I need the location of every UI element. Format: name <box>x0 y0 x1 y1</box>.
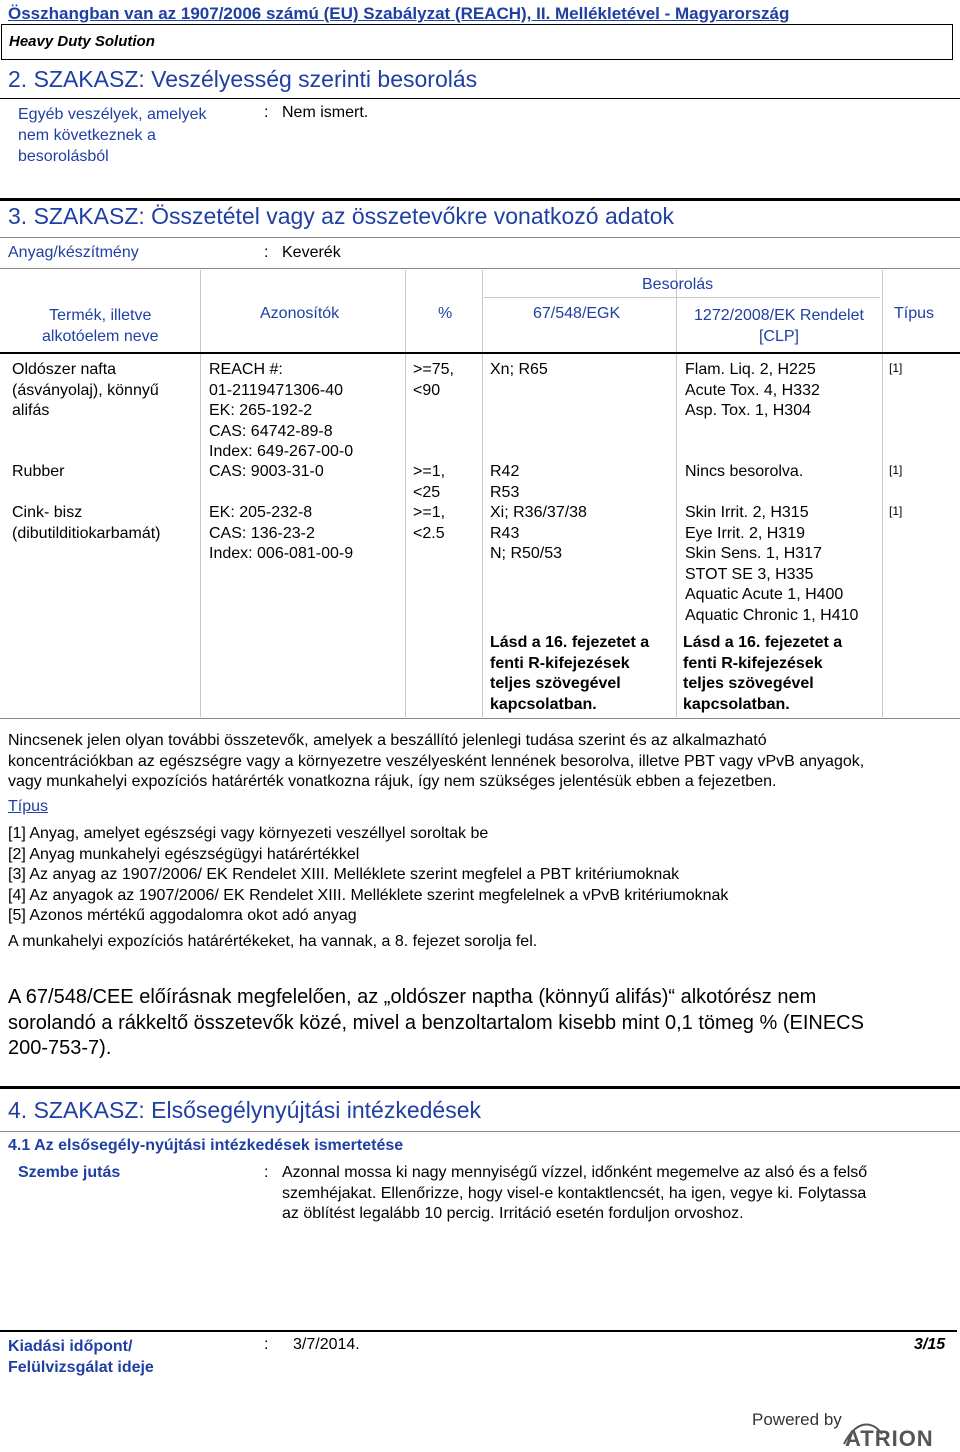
other-hazards-label: Egyéb veszélyek, amelyek nem következnek a besorolásból <box>18 106 207 165</box>
row2-ids: CAS: 9003-31-0 <box>209 463 324 480</box>
product-box <box>1 24 953 60</box>
header-dsd: 67/548/EGK <box>533 305 621 322</box>
row2-clp: Nincs besorolva. <box>685 463 804 480</box>
product-name: Heavy Duty Solution <box>9 33 155 50</box>
section2-rule <box>0 98 960 99</box>
atrion-brand: ATRION <box>845 1426 934 1451</box>
page-number: 3/15 <box>914 1336 946 1353</box>
col-divider <box>405 270 406 717</box>
row2-pct: >=1, <25 <box>413 463 446 501</box>
header-type: Típus <box>894 305 935 322</box>
table-bottom-rule <box>0 718 960 719</box>
row1-clp: Flam. Liq. 2, H225 Acute Tox. 4, H332 Asp. Tox. 1, H304 <box>685 361 820 419</box>
type-legend: [1] Anyag, amelyet egészségi vagy környezeti veszéllyel soroltak be [2] Anyag munkahelyi egészségügyi határértékkel [3] Az anyag az 1907/2006/ EK Rendelet XIII. Melléklete szerint megfelel a PBT kritériumoknak [4] Az anyagok az 1907/2006/ EK Rendelet XIII. Melléklete szerint megfelelnek a vPvB kritériumoknak [5] Azonos mértékű aggodalomra okot adó anyag <box>8 825 729 924</box>
row2-type: [1] <box>889 463 903 477</box>
section3-title: 3. SZAKASZ: Összetétel vagy az összetevőkre vonatkozó adatok <box>8 203 675 229</box>
row3-dsd: Xi; R36/37/38 R43 N; R50/53 <box>490 504 587 562</box>
issue-date-label: Kiadási időpont/ Felülvizsgálat ideje <box>8 1338 154 1376</box>
section2-title: 2. SZAKASZ: Veszélyesség szerinti besorolás <box>8 66 478 92</box>
table-top-rule <box>0 268 960 269</box>
clp-see-note: Lásd a 16. fejezetet a fenti R-kifejezések teljes szövegével kapcsolatban. <box>683 634 843 713</box>
header-ids: Azonosítók <box>260 305 340 322</box>
other-hazards-value: Nem ismert. <box>282 104 369 121</box>
besorolas-rule <box>484 297 880 298</box>
carcinogen-note: A 67/548/CEE előírásnak megfelelően, az „oldószer naptha (könnyű alifás)“ alkotórész nem sorolandó a rákkeltő összetevők közé, mivel a benzoltartalom kisebb mint 0,1 tömeg % (EINECS 200-753-7). <box>8 986 864 1059</box>
substance-value: Keverék <box>282 244 341 261</box>
row1-type: [1] <box>889 361 903 375</box>
dsd-see-note: Lásd a 16. fejezetet a fenti R-kifejezések teljes szövegével kapcsolatban. <box>490 634 650 713</box>
type-legend-label: Típus <box>8 798 49 815</box>
col-divider <box>482 270 483 717</box>
row2-dsd: R42 R53 <box>490 463 520 501</box>
section4-subtitle: 4.1 Az elsősegély-nyújtási intézkedések ismertetése <box>8 1137 404 1154</box>
row1-dsd: Xn; R65 <box>490 361 548 378</box>
row1-name: Oldószer nafta (ásványolaj), könnyű alifás <box>12 361 159 419</box>
section4-rule <box>0 1131 960 1132</box>
section4-top-rule <box>0 1086 960 1089</box>
row3-clp: Skin Irrit. 2, H315 Eye Irrit. 2, H319 Skin Sens. 1, H317 STOT SE 3, H335 Aquatic Acute 1, H400 Aquatic Chronic 1, H410 <box>685 504 859 624</box>
no-other-ingredients-note: Nincsenek jelen olyan további összetevők, amelyek a beszállító jelenlegi tudása szerint és az alkalmazható koncentrációkban az egészségre vagy a környezetre veszélyesként lennének besorolva, illetve PBT vagy vPvB anyagok, vagy munkahelyi expozíciós határérték vonatkozna rájuk, így nem szükséges jelentésük ebben a fejezetben. <box>8 732 865 790</box>
header-pct: % <box>438 305 453 322</box>
issue-date-colon: : <box>264 1336 269 1353</box>
issue-date-value: 3/7/2014. <box>293 1336 360 1353</box>
substance-label: Anyag/készítmény <box>8 244 139 261</box>
row3-pct: >=1, <2.5 <box>413 504 446 542</box>
eye-contact-colon: : <box>264 1164 269 1181</box>
row1-pct: >=75, <90 <box>413 361 454 399</box>
eye-contact-text: Azonnal mossa ki nagy mennyiségű vízzel, időnként megemelve az alsó és a felső szemhéjakat. Ellenőrizze, hogy visel-e kontaktlencsét, ha igen, vegye ki. Folytassa az öblítést legalább 10 percig. Irritáció esetén forduljon orvoshoz. <box>282 1164 868 1222</box>
other-hazards-colon: : <box>264 104 269 121</box>
besorolas-header: Besorolás <box>642 276 714 293</box>
section3-rule <box>0 237 960 238</box>
header-name: Termék, illetve alkotóelem neve <box>42 307 159 345</box>
row2-name: Rubber <box>12 463 65 480</box>
eye-contact-label: Szembe jutás <box>18 1164 121 1181</box>
table-header-rule <box>0 352 960 354</box>
footer-rule <box>0 1330 957 1332</box>
row3-ids: EK: 205-232-8 CAS: 136-23-2 Index: 006-081-00-9 <box>209 504 354 562</box>
section4-title: 4. SZAKASZ: Elsősegélynyújtási intézkedések <box>8 1097 482 1123</box>
exposure-note: A munkahelyi expozíciós határértékeket, ha vannak, a 8. fejezet sorolja fel. <box>8 933 538 950</box>
row1-ids: REACH #: 01-2119471306-40 EK: 265-192-2 CAS: 64742-89-8 Index: 649-267-00-0 <box>209 361 354 460</box>
powered-by-text: Powered by <box>752 1410 842 1429</box>
regulation-title: Összhangban van az 1907/2006 számú (EU) Szabályzat (REACH), II. Mellékletével - Magyarország <box>8 4 790 23</box>
section3-top-rule <box>0 198 960 201</box>
col-divider <box>200 270 201 717</box>
substance-colon: : <box>264 244 269 261</box>
row3-type: [1] <box>889 504 903 518</box>
col-divider <box>882 270 883 717</box>
header-clp: 1272/2008/EK Rendelet [CLP] <box>694 307 864 345</box>
row3-name: Cink- bisz (dibutilditiokarbamát) <box>12 504 161 542</box>
col-divider <box>676 270 677 717</box>
